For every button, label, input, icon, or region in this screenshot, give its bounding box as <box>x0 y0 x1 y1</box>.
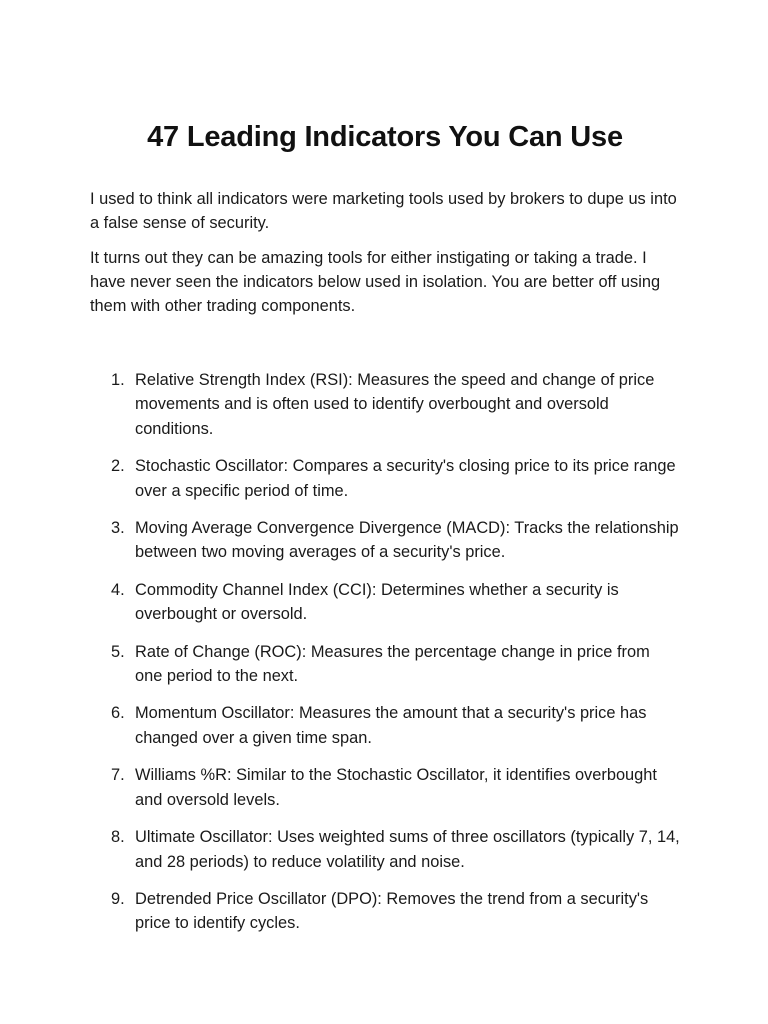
document-page <box>90 118 680 949</box>
list-item <box>90 887 680 936</box>
list-item-number: 3. <box>111 519 125 538</box>
indicator-list <box>90 368 680 936</box>
list-item-text: Detrended Price Oscillator (DPO): Removes the trend from a security's price to identify cycles. <box>135 889 649 933</box>
list-item-text: Ultimate Oscillator: Uses weighted sums of three oscillators (typically 7, 14, and 28 periods) to reduce volatility and noise. <box>135 828 680 871</box>
list-item <box>90 368 680 441</box>
list-item-text: Rate of Change (ROC): Measures the percentage change in price from one period to the next. <box>135 642 650 686</box>
list-item-text: Moving Average Convergence Divergence (MACD): Tracks the relationship between two moving averages of a security's price. <box>135 519 679 562</box>
list-item <box>90 516 680 565</box>
body-paragraph: It turns out they can be amazing tools for either instigating or taking a trade. I have never seen the indicators below used in isolation. You are better off using them with other trading components. <box>90 249 661 315</box>
list-item-number: 1. <box>111 371 125 389</box>
list-item-number: 5. <box>111 642 125 661</box>
list-item <box>90 763 680 812</box>
intro-paragraph: I used to think all indicators were marketing tools used by brokers to dupe us into a false sense of security. <box>90 190 677 232</box>
list-item-number: 2. <box>111 457 125 476</box>
list-item <box>90 825 680 874</box>
list-item <box>90 701 680 750</box>
list-item-text: Relative Strength Index (RSI): Measures the speed and change of price movements and is often used to identify overbought and oversold conditions. <box>135 371 655 438</box>
list-item-number: 8. <box>111 828 125 847</box>
page-title: 47 Leading Indicators You Can Use <box>147 121 623 153</box>
list-item-number: 4. <box>111 580 125 599</box>
list-item-number: 9. <box>111 889 125 908</box>
list-item-text: Momentum Oscillator: Measures the amount that a security's price has changed over a given time span. <box>135 704 647 747</box>
list-item-number: 6. <box>111 704 125 723</box>
list-item-text: Commodity Channel Index (CCI): Determines whether a security is overbought or oversold. <box>135 580 619 624</box>
list-item <box>90 578 680 627</box>
list-item-text: Williams %R: Similar to the Stochastic Oscillator, it identifies overbought and oversold levels. <box>135 766 657 809</box>
list-item-text: Stochastic Oscillator: Compares a security's closing price to its price range over a specific period of time. <box>135 457 676 500</box>
list-item-number: 7. <box>111 766 125 785</box>
list-item <box>90 640 680 689</box>
list-item <box>90 454 680 503</box>
